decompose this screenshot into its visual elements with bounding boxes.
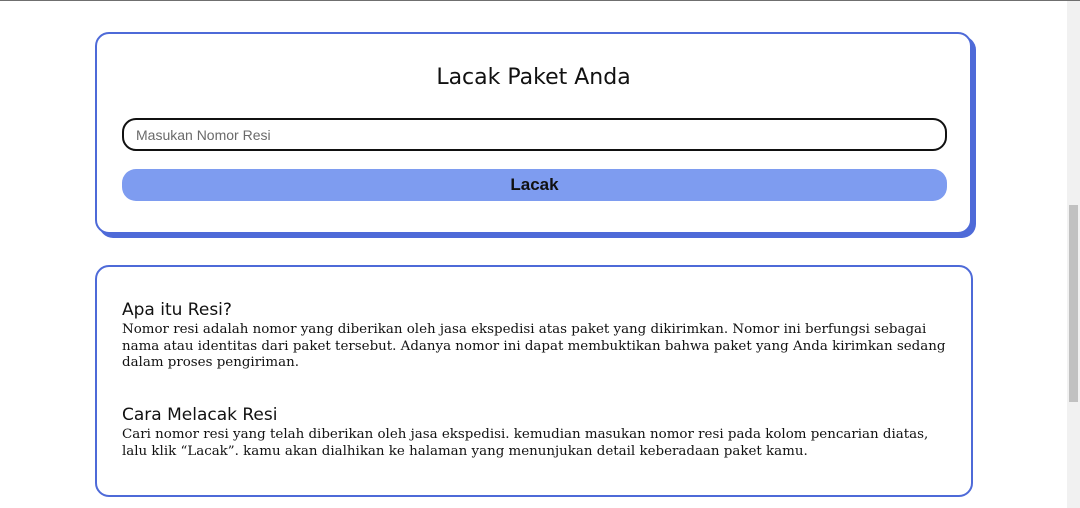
scrollbar-thumb[interactable] xyxy=(1069,205,1078,402)
info-section-what-is-resi xyxy=(122,300,952,372)
page-title: Lacak Paket Anda xyxy=(436,65,631,90)
page-scrollbar[interactable] xyxy=(1067,1,1080,508)
info-card xyxy=(95,265,973,497)
lacak-button[interactable]: Lacak xyxy=(122,169,947,201)
section-heading: Apa itu Resi? xyxy=(122,300,232,320)
info-section-how-to-track xyxy=(122,405,952,460)
section-body: Nomor resi adalah nomor yang diberikan oleh jasa ekspedisi atas paket yang dikirimkan. Nomor ini berfungsi sebagai nama atau identitas dari paket tersebut. Adanya nomor ini dapat membuktikan bahwa paket yang Anda kirimkan sedang dalam proses pengiriman. xyxy=(122,322,946,370)
section-body: Cari nomor resi yang telah diberikan oleh jasa ekspedisi. kemudian masukan nomor resi pada kolom pencarian diatas, lalu klik “Lacak”. kamu akan dialhikan ke halaman yang menunjukan detail keberadaan paket kamu. xyxy=(122,427,929,459)
page-viewport xyxy=(0,1,1067,508)
tracking-card xyxy=(95,32,972,234)
resi-number-input[interactable] xyxy=(122,118,947,151)
section-heading: Cara Melacak Resi xyxy=(122,405,278,425)
